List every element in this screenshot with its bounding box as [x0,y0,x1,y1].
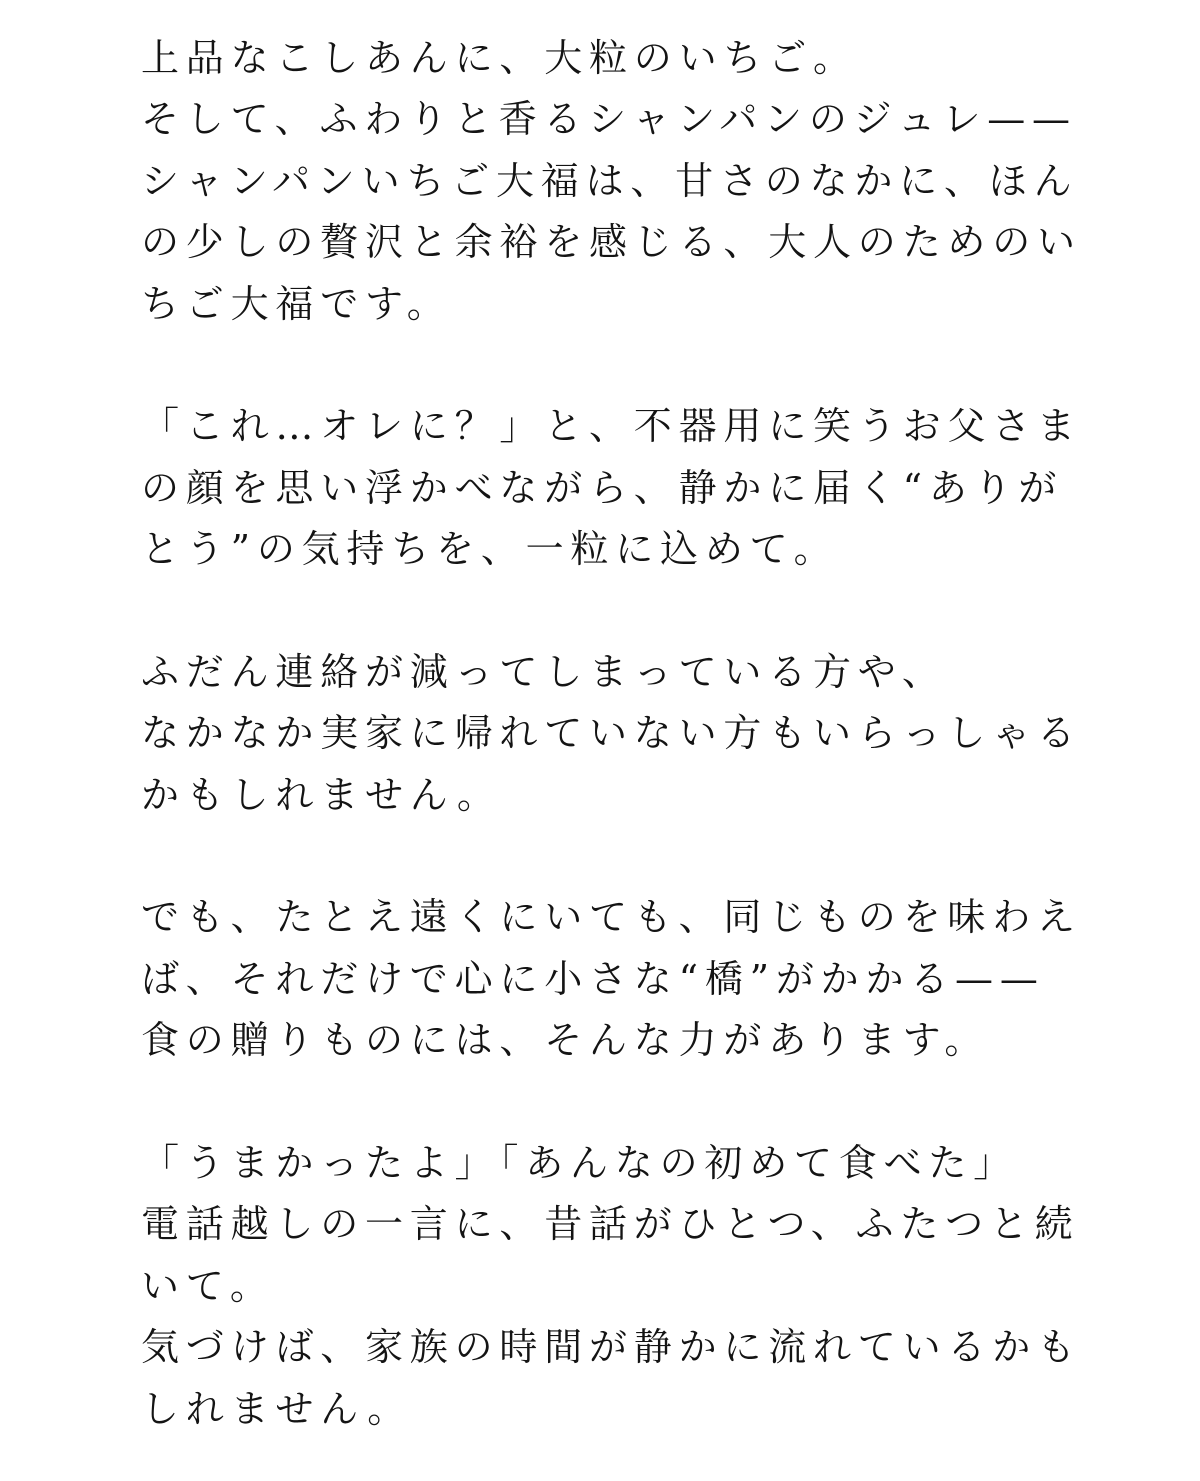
text-line: 「これ…オレに？」と、不器用に笑うお父さま [141,404,1082,449]
text-line: ば、それだけで心に小さな“橋”がかかる—— [141,956,1045,1001]
paragraph-spacer [141,826,1071,887]
text-line: シャンパンいちご大福は、甘さのなかに、ほん [141,158,1079,203]
paragraph-father [141,396,1082,580]
text-line: 「うまかったよ」「あんなの初めて食べた」 [141,1141,1019,1186]
text-line: の顔を思い浮かべながら、静かに届く“ありが [141,465,1064,510]
text-line: 上品なこしあんに、大粒のいちご。 [141,36,858,80]
paragraph-spacer [141,581,1071,642]
paragraph-spacer [141,1072,1071,1133]
paragraph-phone-call [141,1133,1082,1440]
text-line: 気づけば、家族の時間が静かに流れているかも [141,1325,1082,1370]
text-line: 食の贈りものには、そんな力があります。 [141,1018,990,1063]
paragraph-distance [141,642,1082,826]
paragraph-spacer [141,335,1071,396]
paragraph-intro [141,28,1082,335]
text-line: かもしれません。 [141,772,502,817]
text-line: とう”の気持ちを、一粒に込めて。 [141,527,839,572]
text-line: しれません。 [141,1386,413,1431]
text-line: そして、ふわりと香るシャンパンのジュレ—— [141,97,1077,142]
text-line: ちご大福です。 [141,281,452,326]
text-line: いて。 [141,1263,275,1308]
text-line: ふだん連絡が減ってしまっている方や、 [141,649,947,694]
article-body [141,28,1082,1440]
paragraph-bridge [141,887,1082,1071]
text-line: の少しの贅沢と余裕を感じる、大人のためのい [141,220,1082,265]
text-line: 電話越しの一言に、昔話がひとつ、ふたつと続 [141,1202,1080,1247]
text-line: でも、たとえ遠くにいても、同じものを味わえ [141,895,1082,940]
text-line: なかなか実家に帰れていない方もいらっしゃる [141,711,1082,756]
